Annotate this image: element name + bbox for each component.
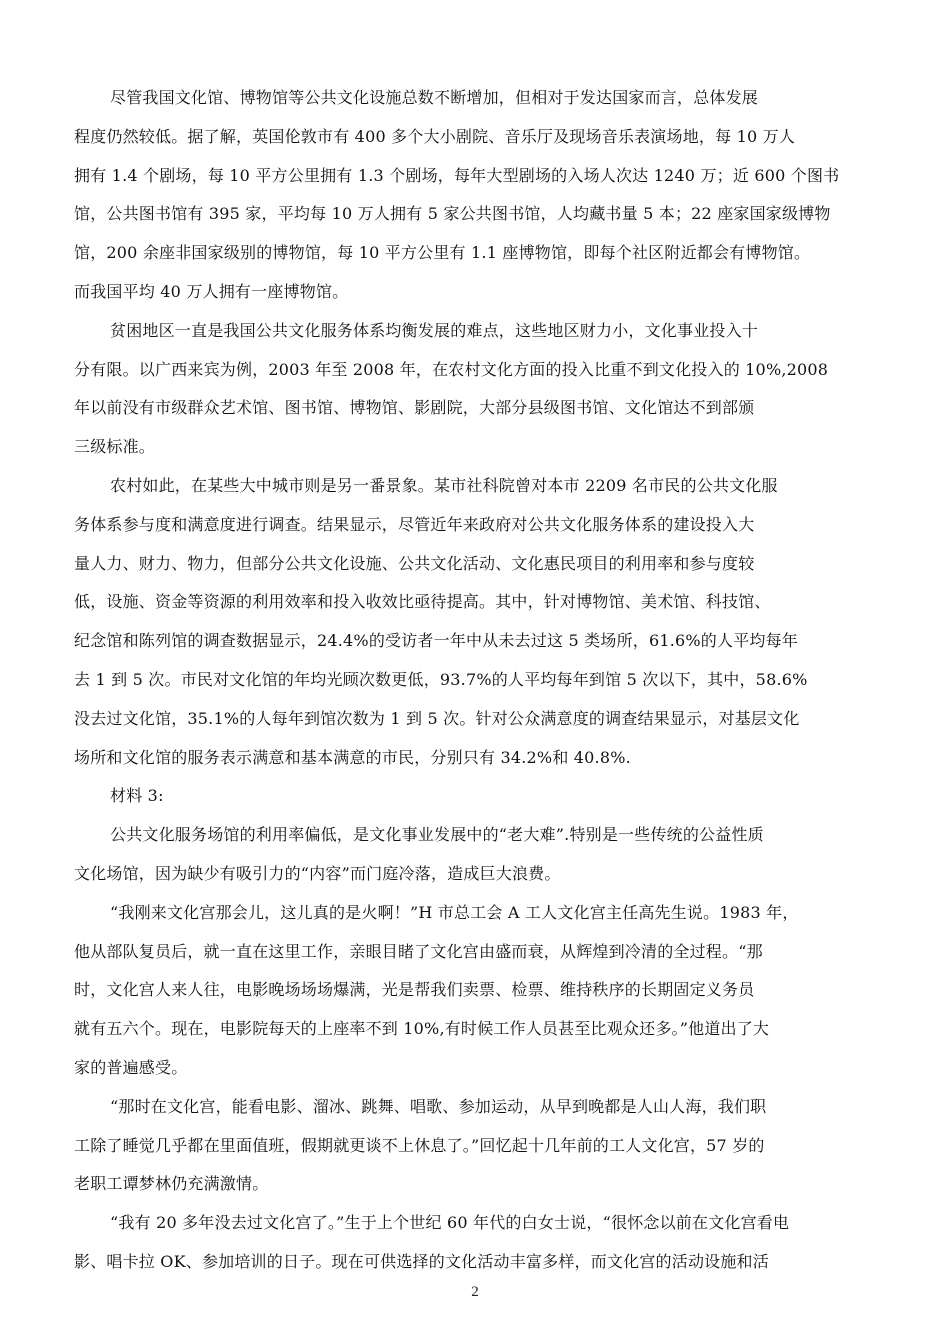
text-line: 工除了睡觉几乎都在里面值班，假期就更谈不上休息了。”回忆起十几年前的工人文化宫，57 岁的 [74,1136,765,1155]
text-line: 低，设施、资金等资源的利用效率和投入收效比亟待提高。其中，针对博物馆、美术馆、科技馆、 [74,592,771,611]
text-line: 三级标准。 [74,437,156,456]
text-line: 农村如此，在某些大中城市则是另一番景象。某市社科院曾对本市 2209 名市民的公共文化服 [110,476,778,495]
text-line: 年以前没有市级群众艺术馆、图书馆、博物馆、影剧院，大部分县级图书馆、文化馆达不到部颁 [74,398,755,417]
text-line: 老职工谭梦林仍充满激情。 [74,1174,269,1193]
text-line: 尽管我国文化馆、博物馆等公共文化设施总数不断增加，但相对于发达国家而言，总体发展 [110,88,759,107]
text-line: 程度仍然较低。据了解，英国伦敦市有 400 多个大小剧院、音乐厅及现场音乐表演场地，每 10 万人 [74,127,796,146]
text-line: 就有五六个。现在，电影院每天的上座率不到 10%,有时候工作人员甚至比观众还多。”他道出了大 [74,1019,770,1038]
page-number: 2 [471,1284,479,1300]
text-line: 他从部队复员后，就一直在这里工作，亲眼目睹了文化宫由盛而衰，从辉煌到冷清的全过程。“那 [74,942,763,961]
text-line: 文化场馆，因为缺少有吸引力的“内容”而门庭冷落，造成巨大浪费。 [74,864,561,883]
text-line: 而我国平均 40 万人拥有一座博物馆。 [74,282,349,301]
text-line: 分有限。以广西来宾为例，2003 年至 2008 年，在农村文化方面的投入比重不到文化投入的 10%,2008 [74,360,829,379]
text-line: 拥有 1.4 个剧场，每 10 平方公里拥有 1.3 个剧场，每年大型剧场的入场人次达 1240 万；近 600 个图书 [74,166,840,185]
text-line: 纪念馆和陈列馆的调查数据显示，24.4%的受访者一年中从未去过这 5 类场所，61.6%的人平均每年 [74,631,799,650]
text-line: 馆，200 余座非国家级别的博物馆，每 10 平方公里有 1.1 座博物馆，即每个社区附近都会有博物馆。 [74,243,811,262]
text-line: 馆，公共图书馆有 395 家，平均每 10 万人拥有 5 家公共图书馆，人均藏书量 5 本；22 座家国家级博物 [74,204,831,223]
text-line: 去 1 到 5 次。市民对文化馆的年均光顾次数更低，93.7%的人平均每年到馆 5 次以下，其中，58.6% [74,670,808,689]
text-line: 影、唱卡拉 OK、参加培训的日子。现在可供选择的文化活动丰富多样，而文化宫的活动设施和活 [74,1252,769,1271]
text-line: 贫困地区一直是我国公共文化服务体系均衡发展的难点，这些地区财力小，文化事业投入十 [110,321,759,340]
text-line: 时，文化宫人来人往，电影晚场场场爆满，光是帮我们卖票、检票、维持秩序的长期固定义务员 [74,980,755,999]
text-line: 材料 3: [110,786,164,805]
text-line: 家的普遍感受。 [74,1058,188,1077]
text-line: 务体系参与度和满意度进行调查。结果显示，尽管近年来政府对公共文化服务体系的建设投入大 [74,515,755,534]
text-line: “我有 20 多年没去过文化宫了。”生于上个世纪 60 年代的白女士说，“很怀念以前在文化宫看电 [110,1213,790,1232]
text-line: 没去过文化馆，35.1%的人每年到馆次数为 1 到 5 次。针对公众满意度的调查结果显示，对基层文化 [74,709,800,728]
text-line: 量人力、财力、物力，但部分公共文化设施、公共文化活动、文化惠民项目的利用率和参与度较 [74,554,755,573]
text-line: “我刚来文化宫那会儿，这儿真的是火啊！”H 市总工会 A 工人文化宫主任高先生说。1983 年， [110,903,799,922]
text-line: “那时在文化宫，能看电影、溜冰、跳舞、唱歌、参加运动，从早到晚都是人山人海，我们职 [110,1097,767,1116]
text-line: 场所和文化馆的服务表示满意和基本满意的市民，分别只有 34.2%和 40.8%. [74,748,631,767]
text-line: 公共文化服务场馆的利用率偏低，是文化事业发展中的“老大难”.特别是一些传统的公益性质 [110,825,764,844]
